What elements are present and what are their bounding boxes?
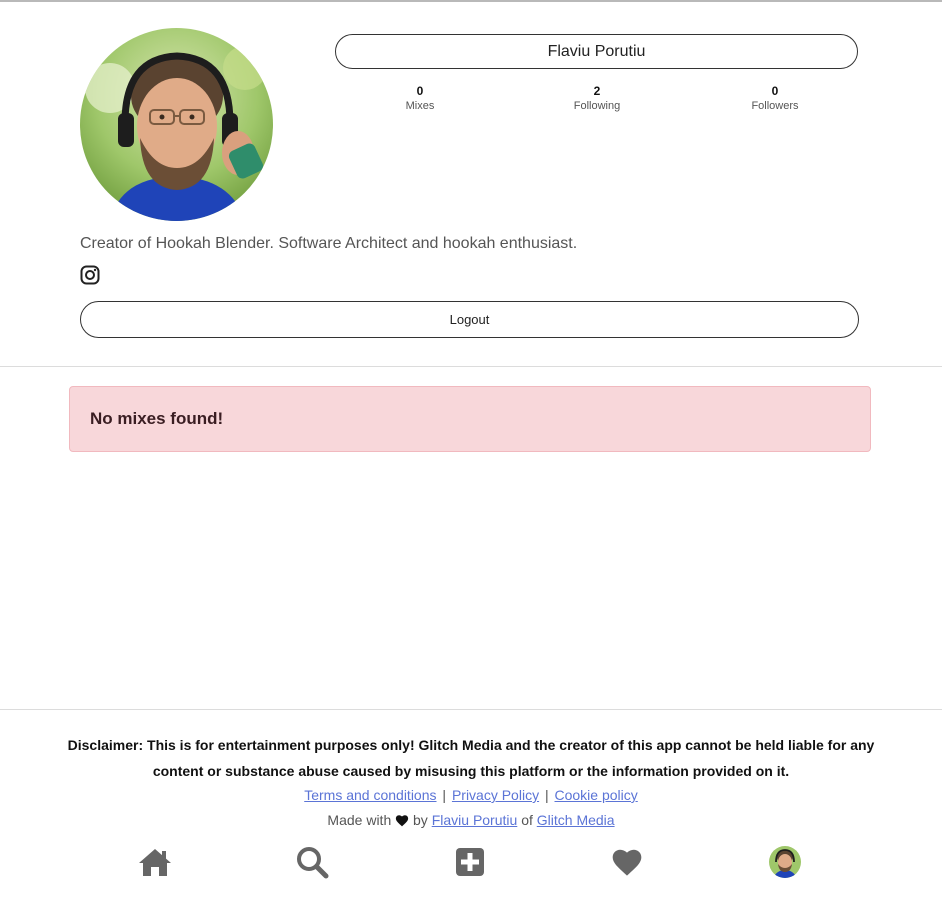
search-icon [295, 845, 329, 879]
profile-bio: Creator of Hookah Blender. Software Architect and hookah enthusiast. [80, 235, 578, 252]
made-with-text: Made with [327, 812, 392, 828]
nav-search-button[interactable] [294, 844, 330, 880]
stat-mixes-count: 0 [416, 84, 424, 98]
privacy-link[interactable]: Privacy Policy [451, 787, 540, 803]
stat-followers-label: Followers [751, 100, 799, 112]
no-mixes-alert: No mixes found! [69, 386, 871, 452]
nav-home-button[interactable] [137, 844, 173, 880]
profile-stats [335, 84, 858, 120]
of-text: of [521, 812, 533, 828]
home-icon [137, 846, 173, 878]
stat-following-count: 2 [593, 84, 601, 98]
nav-add-button[interactable] [452, 844, 488, 880]
author-link[interactable]: Flaviu Porutiu [431, 812, 518, 828]
legal-links [0, 785, 942, 805]
terms-link[interactable]: Terms and conditions [304, 787, 437, 803]
stat-followers[interactable] [715, 84, 835, 114]
heart-icon [610, 847, 644, 877]
stat-following-label: Following [573, 100, 621, 112]
profile-name: Flaviu Porutiu [335, 34, 858, 69]
nav-favorites-button[interactable] [609, 844, 645, 880]
company-link[interactable]: Glitch Media [536, 812, 615, 828]
stat-followers-count: 0 [771, 84, 779, 98]
heart-icon [395, 812, 409, 832]
logout-button[interactable]: Logout [80, 301, 859, 338]
stat-mixes-label: Mixes [405, 100, 435, 112]
section-divider [0, 366, 942, 367]
link-separator: | [544, 787, 549, 803]
stat-following[interactable] [537, 84, 657, 114]
nav-profile-avatar [769, 846, 801, 878]
by-text: by [413, 812, 428, 828]
instagram-icon[interactable] [80, 265, 100, 285]
profile-avatar [80, 28, 273, 221]
nav-profile-button[interactable] [767, 844, 803, 880]
stat-mixes[interactable] [360, 84, 480, 114]
cookie-link[interactable]: Cookie policy [554, 787, 638, 803]
top-border [0, 0, 942, 2]
credit-line [0, 810, 942, 832]
add-icon [455, 847, 485, 877]
disclaimer-text: Disclaimer: This is for entertainment purposes only! Glitch Media and the creator of this app cannot be held liable for any content or substance abuse caused by misusing this platform or the information provided on it. [67, 737, 875, 779]
link-separator: | [442, 787, 447, 803]
footer-divider [0, 709, 942, 710]
